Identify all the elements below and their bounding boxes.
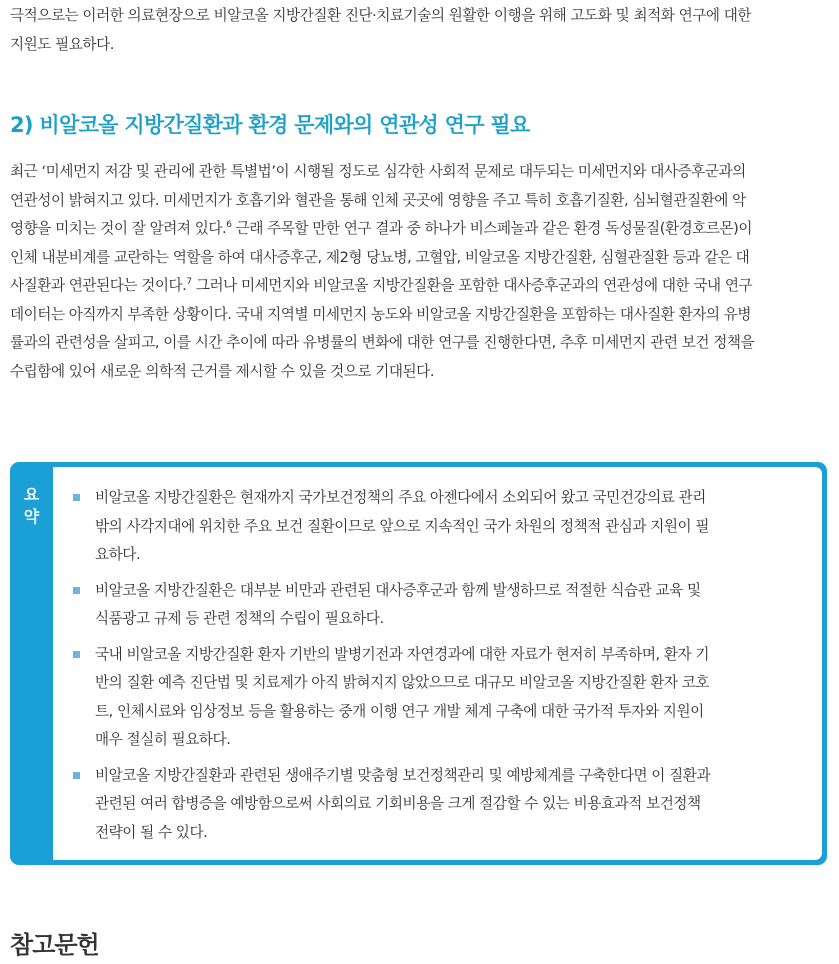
summary-label bbox=[10, 484, 53, 528]
summary-item bbox=[73, 577, 803, 634]
text-line bbox=[10, 215, 830, 244]
square-bullet-icon bbox=[73, 651, 80, 658]
square-bullet-icon bbox=[73, 772, 80, 779]
text-line: 인체 내분비계를 교란하는 역할을 하여 대사증후군, 제2형 당뇨병, 고혈압, 비알코올 지방간질환, 심혈관질환 등과 같은 대 bbox=[10, 248, 750, 266]
section-heading: 2) 비알코올 지방간질환과 환경 문제와의 연관성 연구 필요 bbox=[10, 113, 530, 137]
text-line: 지원도 필요하다. bbox=[10, 35, 114, 53]
text-line: 연관성이 밝혀지고 있다. 미세먼지가 호흡기와 혈관을 통해 인체 곳곳에 영향을 주고 특히 호흡기질환, 심뇌혈관질환에 악 bbox=[10, 191, 746, 209]
intro-paragraph bbox=[10, 2, 830, 59]
summary-content bbox=[53, 467, 822, 860]
summary-item bbox=[73, 762, 803, 848]
text-line: 반의 질환 예측 진단법 및 치료제가 아직 밝혀지지 않았으므로 대규모 비알코올 지방간질환 환자 코호 bbox=[95, 674, 710, 691]
text-line: 국내 비알코올 지방간질환 환자 기반의 발병기전과 자연경과에 대한 자료가 현저히 부족하며, 환자 기 bbox=[95, 645, 710, 663]
summary-box bbox=[10, 462, 827, 865]
summary-label-char: 약 bbox=[23, 507, 40, 526]
text-line: 비알코올 지방간질환은 현재까지 국가보건정책의 주요 아젠다에서 소외되어 왔고 국민건강의료 관리 bbox=[95, 489, 706, 506]
text-line: 데이터는 아직까지 부족한 상황이다. 국내 지역별 미세먼지 농도와 비알코올 지방간질환을 포함하는 대사질환 환자의 유병 bbox=[10, 305, 752, 323]
references-heading: 참고문헌 bbox=[10, 931, 99, 959]
text-line: 전략이 될 수 있다. bbox=[95, 823, 208, 841]
text-segment: 사질환과 연관된다는 것이다. bbox=[10, 277, 187, 294]
text-line bbox=[10, 272, 830, 301]
square-bullet-icon bbox=[73, 494, 80, 501]
citation-superscript: 7 bbox=[186, 277, 192, 287]
text-line: 최근 ‘미세먼지 저감 및 관리에 관한 특별법’이 시행될 정도로 심각한 사회적 문제로 대두되는 미세먼지와 대사증후군과의 bbox=[10, 163, 746, 180]
text-line: 매우 절실히 필요하다. bbox=[95, 731, 231, 748]
text-line: 요하다. bbox=[95, 546, 141, 563]
summary-list bbox=[73, 484, 803, 854]
text-line: 관련된 여러 합병증을 예방함으로써 사회의료 기회비용을 크게 절감할 수 있는 비용효과적 보건정책 bbox=[95, 795, 701, 812]
text-line: 비알코올 지방간질환과 관련된 생애주기별 맞춤형 보건정책관리 및 예방체계를 구축한다면 이 질환과 bbox=[95, 766, 711, 784]
text-line: 극적으로는 이러한 의료현장으로 비알코올 지방간질환 진단·치료기술의 원활한 이행을 위해 고도화 및 최적화 연구에 대한 bbox=[10, 7, 752, 24]
text-segment: 그러나 미세먼지와 비알코올 지방간질환을 포함한 대사증후군과의 연관성에 대한 국내 연구 bbox=[191, 277, 753, 294]
square-bullet-icon bbox=[73, 587, 80, 594]
text-segment: 근래 주목할 만한 연구 결과 중 하나가 비스페놀과 같은 환경 독성물질(환경호르몬)이 bbox=[231, 220, 753, 237]
text-line: 식품광고 규제 등 관련 정책의 수립이 필요하다. bbox=[95, 610, 384, 627]
summary-item bbox=[73, 484, 803, 570]
section-body-paragraph bbox=[10, 158, 830, 386]
text-line: 밖의 사각지대에 위치한 주요 보건 질환이므로 앞으로 지속적인 국가 차원의 정책적 관심과 지원이 필 bbox=[95, 517, 710, 535]
summary-label-char: 요 bbox=[23, 485, 40, 504]
text-segment: 영향을 미치는 것이 잘 알려져 있다. bbox=[10, 220, 227, 237]
text-line: 수립함에 있어 새로운 의학적 근거를 제시할 수 있을 것으로 기대된다. bbox=[10, 362, 435, 380]
text-line: 률과의 관련성을 살피고, 이를 시간 추이에 따라 유병률의 변화에 대한 연구를 진행한다면, 추후 미세먼지 관련 보건 정책을 bbox=[10, 334, 755, 351]
text-line: 트, 인체시료와 임상정보 등을 활용하는 중개 이행 연구 개발 체계 구축에 대한 국가적 투자와 지원이 bbox=[95, 702, 704, 720]
summary-item bbox=[73, 641, 803, 755]
text-line: 비알코올 지방간질환은 대부분 비만과 관련된 대사증후군과 함께 발생하므로 적절한 식습관 교육 및 bbox=[95, 581, 701, 599]
citation-superscript: 6 bbox=[226, 220, 232, 230]
